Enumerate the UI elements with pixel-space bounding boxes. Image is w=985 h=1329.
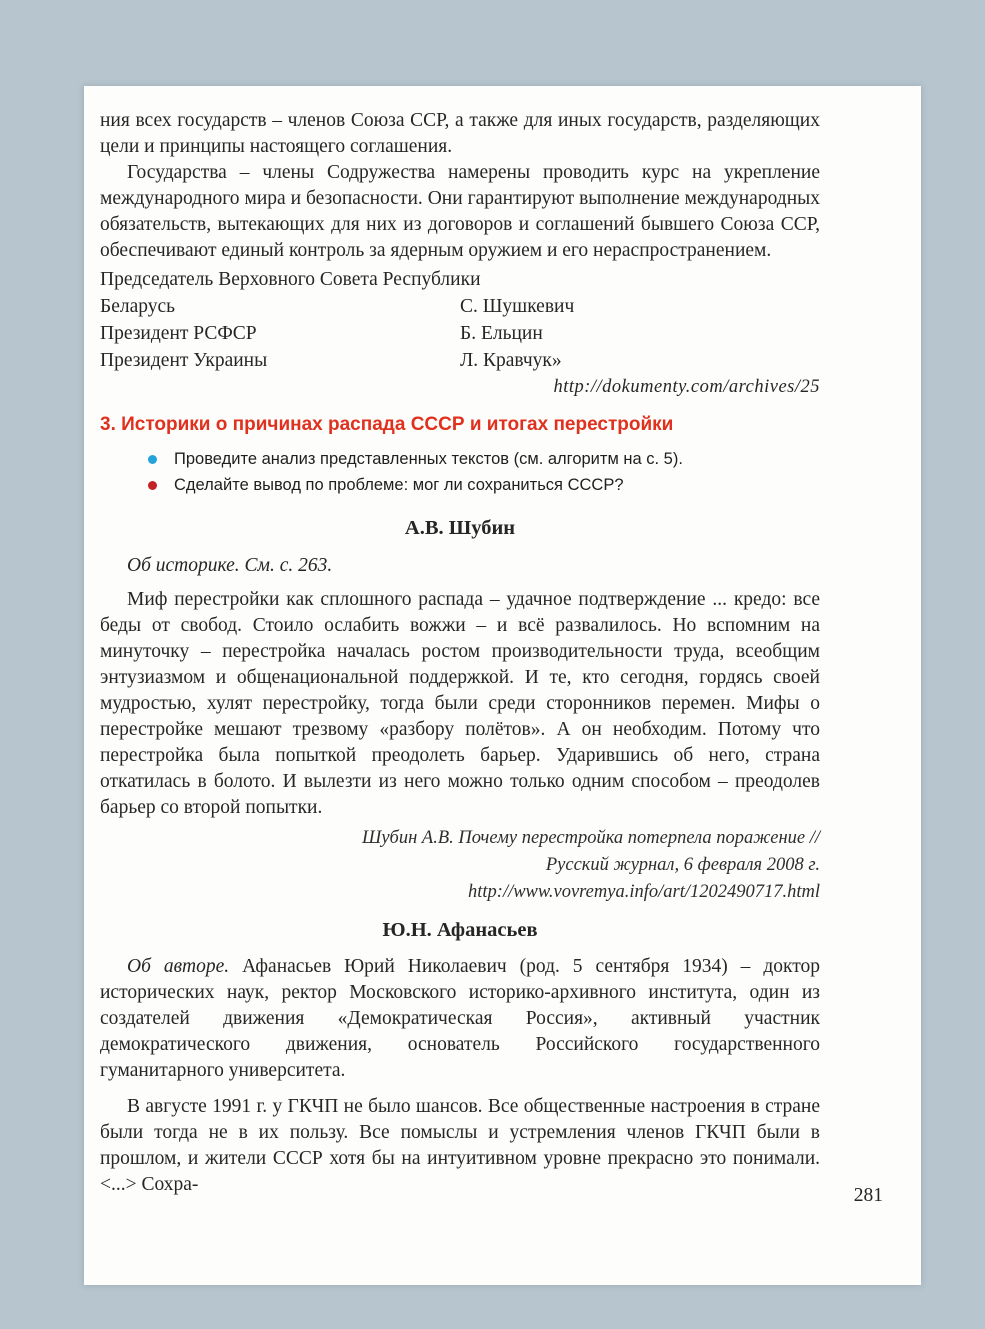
signature-title: Президент Украины [100,350,268,371]
section-heading: 3. Историки о причинах распада СССР и итогах перестройки [100,414,674,435]
about-author-bio [100,954,820,1084]
signature-name: Б. Ельцин [460,323,543,344]
signature-row [100,293,820,320]
task-list [100,446,820,498]
textbook-page [84,86,921,1285]
signature-title: Президент РСФСР [100,323,257,344]
about-author-lead: Об авторе. [127,956,230,977]
document-source-url: http://dokumenty.com/archives/25 [553,377,820,397]
citation-line: Русский журнал, 6 февраля 2008 г. [545,855,820,875]
red-bullet-icon [148,481,157,490]
task-item [100,472,820,498]
afanasev-essay-text: В августе 1991 г. у ГКЧП не было шансов. Все общественные настроения в стране были тогда не в их пользу. Все помыслы и устремления членов ГКЧП были в прошлом, и жители СССР хотя бы на интуитивном уровне прекрасно это понимали. <...> Сохра- [100,1096,820,1195]
page-content [100,108,820,1198]
author-heading-shubin: А.В. Шубин [404,517,516,539]
page-number: 281 [853,1185,883,1206]
signature-row [100,320,820,347]
task-text: Проведите анализ представленных текстов (см. алгоритм на с. 5). [174,450,683,468]
signature-block [100,266,820,374]
signature-header: Председатель Верховного Совета Республики [100,269,481,290]
author-heading-afanasev: Ю.Н. Афанасьев [382,919,538,941]
citation-line: http://www.vovremya.info/art/1202490717.html [468,882,820,902]
blue-bullet-icon [148,455,157,464]
paragraph-continuation: ния всех государств – членов Союза ССР, а также для иных государств, разделяющих цели и принципы настоящего соглашения. [100,110,820,157]
task-text: Сделайте вывод по проблеме: мог ли сохраниться СССР? [174,476,624,494]
signature-name: Л. Кравчук» [460,350,562,371]
shubin-essay-text: Миф перестройки как сплошного распада – удачное подтверждение ... кредо: все беды от свобод. Стоило ослабить вожжи – и всё развалилось. Но вспомним на минуточку – перестройка началась ростом производительности труда, всеобщим энтузиазмом и общенациональной поддержкой. И те, кто сегодня, гордясь своей мудростью, хулят перестройку, тогда были среди сторонников перемен. Мифы о перестройке мешают трезвому «разбору полётов». А он необходим. Потому что перестройка была попыткой преодолеть барьер. Ударившись об него, страна откатилась в болото. И вылезти из него можно только одним способом – преодолев барьер со второй попытки. [100,589,820,818]
task-item [100,446,820,472]
paragraph-commonwealth: Государства – члены Содружества намерены проводить курс на укрепление международного мира и безопасности. Они гарантируют выполнение международных обязательств, вытекающих для них из договоров и соглашений бывшего Союза ССР, обеспечивают единый контроль за ядерным оружием и его нераспространением. [100,162,820,261]
signature-row [100,347,820,374]
citation-line: Шубин А.В. Почему перестройка потерпела поражение // [362,828,820,848]
about-author-rest: Афанасьев Юрий Николаевич (род. 5 сентября 1934) – доктор исторических наук, ректор Московского историко-архивного института, один из создателей движения «Демократическая Россия», активный участник демократического движения, основатель Российского государственного гуманитарного университета. [100,956,821,1081]
citation-block [100,825,820,906]
signature-title: Беларусь [100,296,176,317]
signature-name: С. Шушкевич [460,296,575,317]
about-historian-note: Об историке. См. с. 263. [127,555,333,576]
